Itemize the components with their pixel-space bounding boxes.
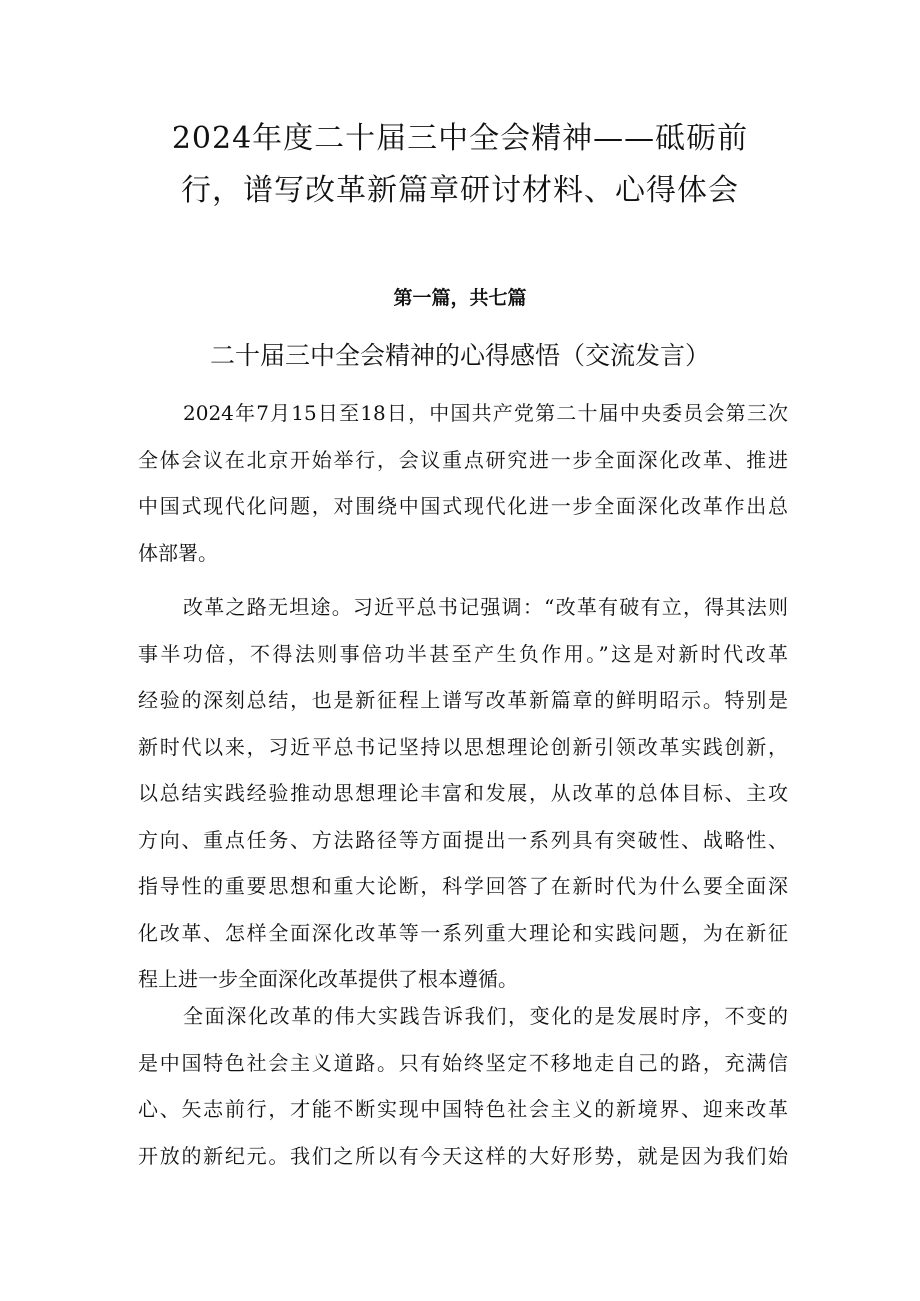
paragraph-line: 化改革、怎样全面深化改革等一系列重大理论和实践问题，为在新征 — [138, 920, 788, 945]
paragraph-line: 指导性的重要思想和重大论断，科学回答了在新时代为什么要全面深 — [138, 874, 788, 898]
paragraph-line: 心、矢志前行，才能不断实现中国特色社会主义的新境界、迎来改革 — [138, 1097, 788, 1121]
paragraph-line: 中国式现代化问题，对围绕中国式现代化进一步全面深化改革作出总 — [138, 494, 788, 518]
paragraph-line: 开放的新纪元。我们之所以有今天这样的大好形势，就是因为我们始 — [138, 1143, 788, 1168]
paragraph-line: 程上进一步全面深化改革提供了根本遵循。 — [138, 967, 518, 991]
paragraph-line: 体部署。 — [138, 540, 218, 565]
paragraph-line: 以总结实践经验推动思想理论丰富和发展，从改革的总体目标、主攻 — [138, 781, 788, 805]
paragraph-line: 全体会议在北京开始举行，会议重点研究进一步全面深化改革、推进 — [138, 447, 788, 472]
document-title — [100, 113, 820, 217]
paragraph-line: 方向、重点任务、方法路径等方面提出一系列具有突破性、战略性、 — [138, 827, 788, 852]
body-paragraph — [138, 584, 788, 1003]
section-title: 二十届三中全会精神的心得感悟（交流发言） — [209, 341, 710, 370]
paragraph-line: 改革之路无坦途。习近平总书记强调：“改革有破有立，得其法则 — [183, 595, 788, 619]
paragraph-line: 事半功倍，不得法则事倍功半甚至产生负作用。”这是对新时代改革 — [138, 641, 788, 666]
paragraph-line: 全面深化改革的伟大实践告诉我们，变化的是发展时序，不变的 — [183, 1004, 788, 1028]
body-paragraph — [138, 993, 788, 1179]
paragraph-line: 2024年7月15日至18日，中国共产党第二十届中央委员会第三次 — [183, 401, 788, 425]
paragraph-line: 是中国特色社会主义道路。只有始终坚定不移地走自己的路，充满信 — [138, 1050, 788, 1075]
body-paragraph — [138, 390, 788, 576]
part-label: 第一篇，共七篇 — [393, 287, 527, 309]
paragraph-line: 新时代以来，习近平总书记坚持以思想理论创新引领改革实践创新， — [138, 734, 788, 759]
document-title-line: 2024年度二十届三中全会精神——砥砺前 — [171, 121, 749, 156]
paragraph-line: 经验的深刻总结，也是新征程上谱写改革新篇章的鲜明昭示。特别是 — [138, 688, 788, 712]
document-title-line: 行，谱写改革新篇章研讨材料、心得体会 — [181, 173, 739, 208]
